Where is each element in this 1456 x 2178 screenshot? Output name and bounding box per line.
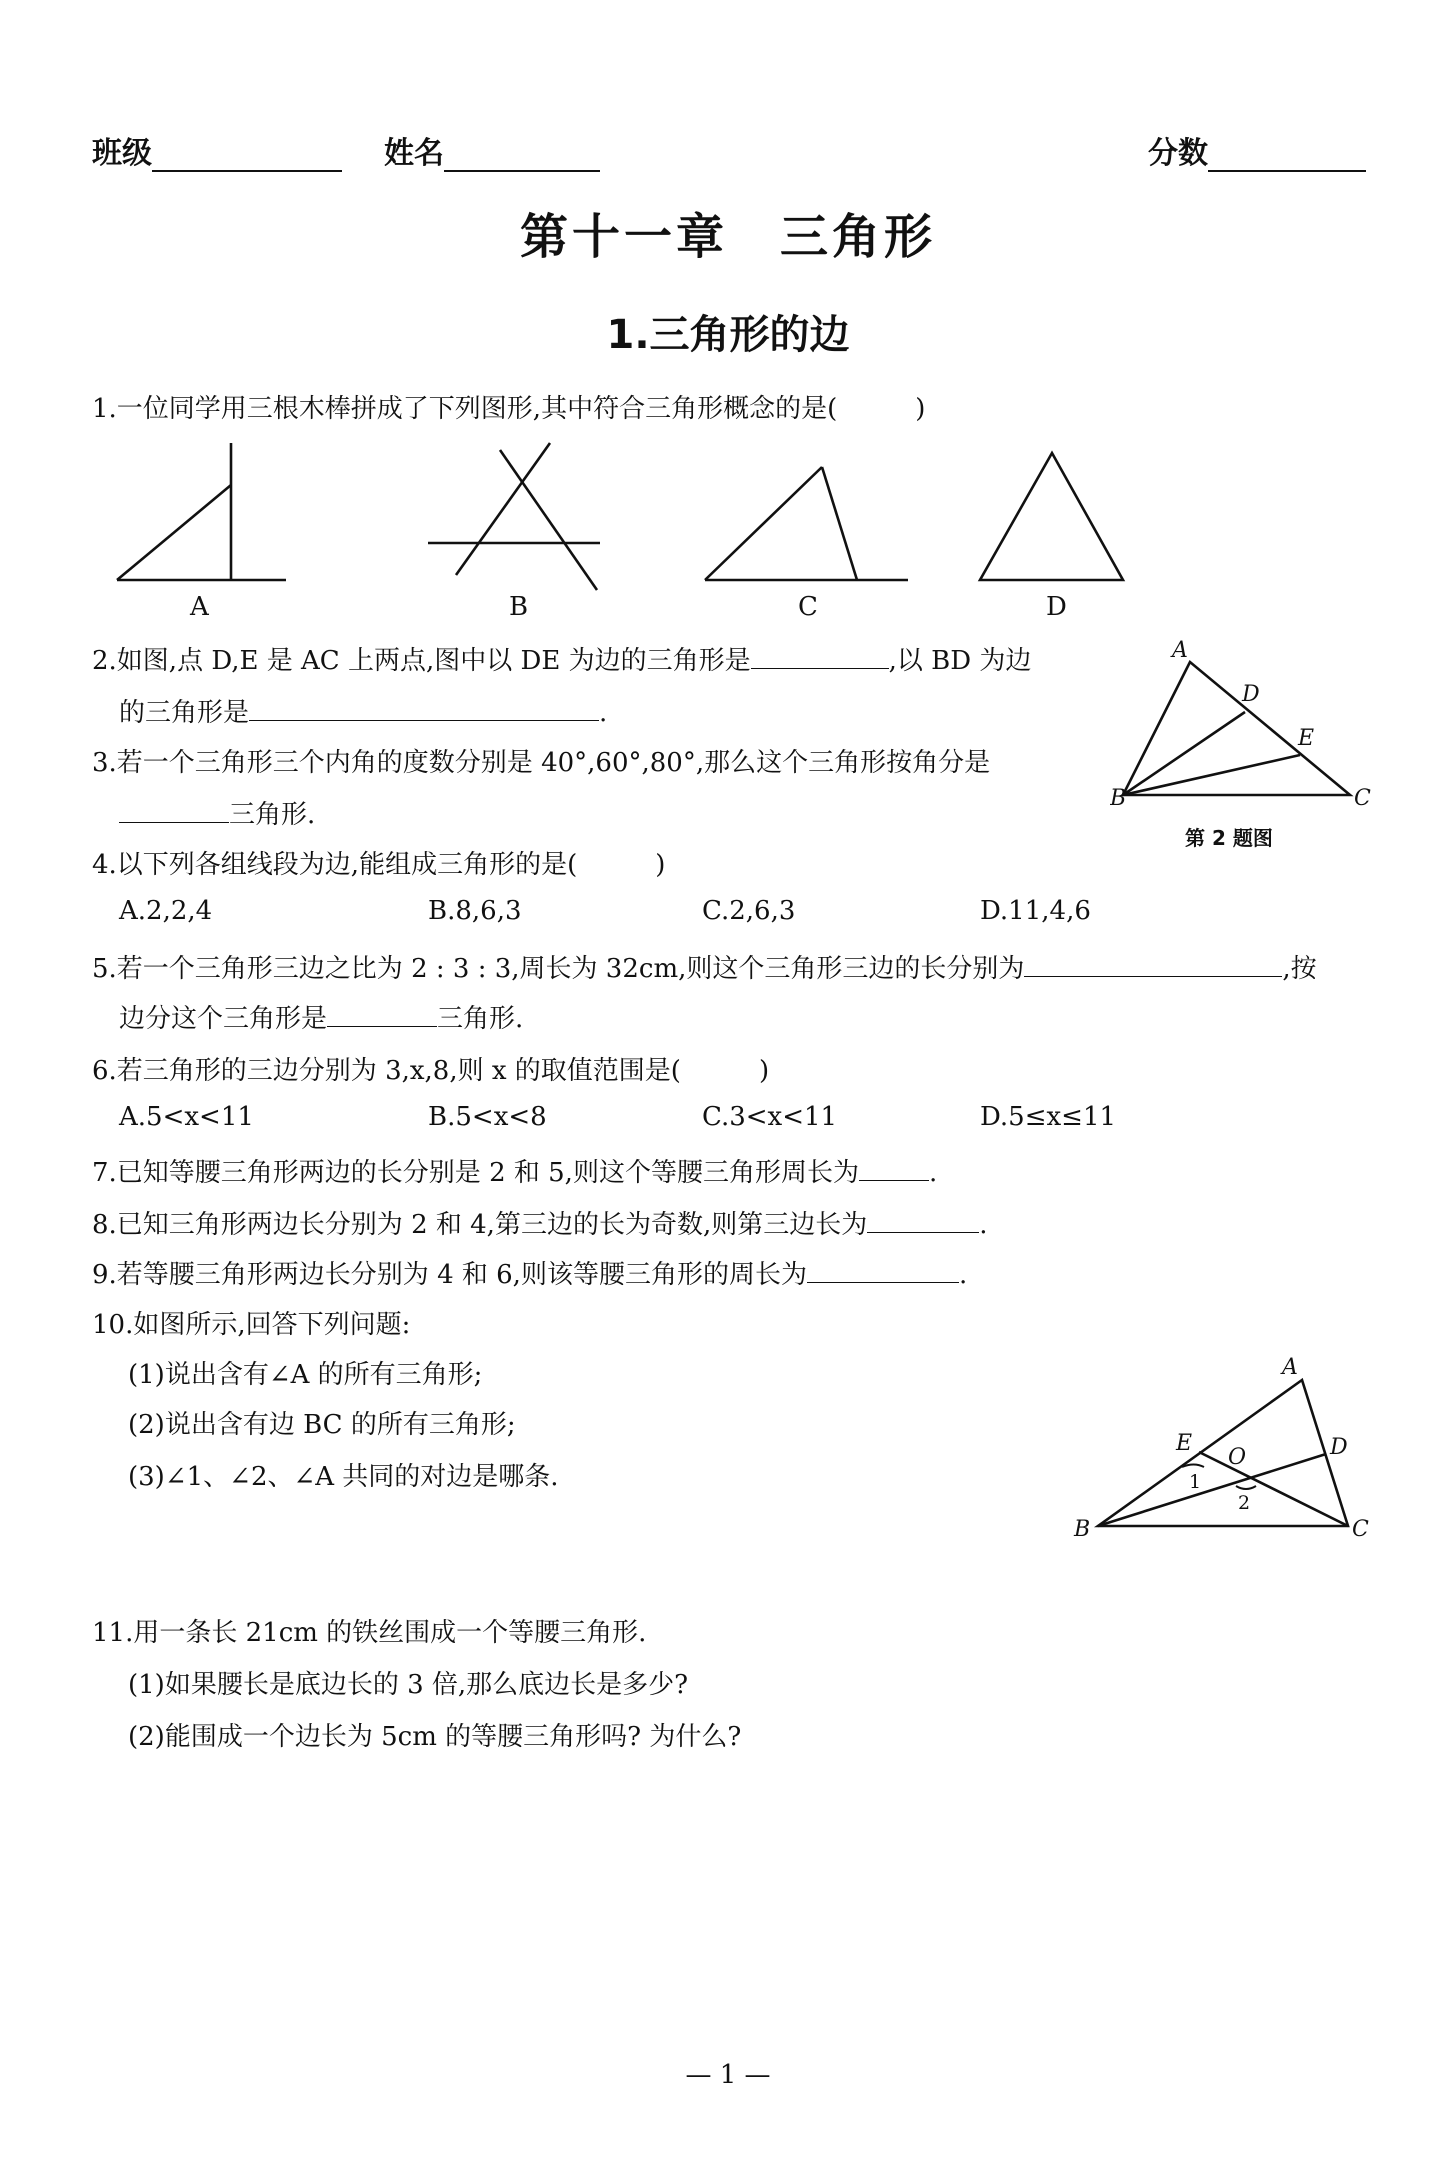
q2-text-d: .	[599, 698, 608, 728]
question-1: 1.一位同学用三根木棒拼成了下列图形,其中符合三角形概念的是( )	[92, 394, 926, 424]
q9-end: .	[958, 1260, 968, 1290]
q5-blank-1	[1024, 950, 1282, 977]
score-blank	[1208, 140, 1366, 172]
q10-label-angle-1: 1	[1189, 1471, 1202, 1493]
q2-label-b: B	[1110, 786, 1127, 811]
q4-option-c: C.2,6,3	[702, 896, 796, 926]
question-5-line-1	[92, 950, 1317, 988]
q2-label-c: C	[1354, 786, 1371, 811]
class-field	[92, 128, 342, 172]
q9-blank	[807, 1256, 959, 1283]
q10-part-2: (2)说出含有边 BC 的所有三角形;	[128, 1410, 516, 1440]
q6-option-d: D.5≤x≤11	[980, 1102, 1117, 1132]
q6-option-b: B.5<x<8	[428, 1102, 547, 1132]
figure-a	[117, 443, 286, 580]
figure-a-label: A	[190, 592, 209, 622]
q10-label-c: C	[1352, 1517, 1369, 1542]
q2-label-e: E	[1298, 726, 1315, 751]
question-10: 10.如图所示,回答下列问题:	[92, 1310, 411, 1340]
q4-option-b: B.8,6,3	[428, 896, 522, 926]
q2-blank-2	[249, 694, 599, 721]
q10-label-o: O	[1228, 1445, 1247, 1470]
q8-text: 8.已知三角形两边长分别为 2 和 4,第三边的长为奇数,则第三边长为	[92, 1210, 868, 1240]
question-2-line-2	[119, 694, 607, 732]
q5-text-b: ,按	[1282, 954, 1317, 984]
q5-blank-2	[327, 1000, 437, 1027]
q5-text-c: 边分这个三角形是	[119, 1004, 328, 1034]
q10-label-e: E	[1176, 1431, 1193, 1456]
question-2-line-1	[92, 642, 1031, 680]
q7-text: 7.已知等腰三角形两边的长分别是 2 和 5,则这个等腰三角形周长为	[92, 1158, 859, 1188]
q8-blank	[867, 1206, 979, 1233]
q5-text-a: 5.若一个三角形三边之比为 2 : 3 : 3,周长为 32cm,则这个三角形三边的长分别为	[92, 954, 1025, 984]
name-blank	[444, 140, 600, 172]
score-field	[1148, 128, 1366, 172]
page-number: — 1 —	[685, 2060, 771, 2090]
q10-label-a: A	[1282, 1355, 1298, 1380]
question-11: 11.用一条长 21cm 的铁丝围成一个等腰三角形.	[92, 1618, 647, 1648]
q10-part-1: (1)说出含有∠A 的所有三角形;	[128, 1360, 483, 1390]
question-4: 4.以下列各组线段为边,能组成三角形的是( )	[92, 850, 666, 880]
q4-option-d: D.11,4,6	[980, 896, 1091, 926]
question-9	[92, 1256, 967, 1294]
question-6: 6.若三角形的三边分别为 3,x,8,则 x 的取值范围是( )	[92, 1056, 770, 1086]
figure-d-label: D	[1046, 592, 1067, 622]
score-label: 分数	[1148, 136, 1208, 171]
q9-text: 9.若等腰三角形两边长分别为 4 和 6,则该等腰三角形的周长为	[92, 1260, 807, 1290]
name-field	[384, 128, 600, 172]
q4-option-a: A.2,2,4	[119, 896, 213, 926]
figure-c-label: C	[798, 592, 818, 622]
q10-label-d: D	[1330, 1435, 1348, 1460]
q2-text-a: 2.如图,点 D,E 是 AC 上两点,图中以 DE 为边的三角形是	[92, 646, 751, 676]
figure-d	[980, 453, 1123, 580]
q3-text-b: 三角形.	[229, 800, 316, 830]
q2-text-c: 的三角形是	[119, 698, 250, 728]
class-blank	[152, 140, 342, 172]
name-label: 姓名	[384, 136, 444, 171]
q8-end: .	[979, 1210, 988, 1240]
q7-blank	[859, 1154, 929, 1181]
figure-c	[705, 467, 908, 580]
figure-b-label: B	[509, 592, 529, 622]
q10-figure	[1070, 1350, 1390, 1545]
class-label: 班级	[92, 136, 152, 171]
q3-blank	[119, 796, 229, 823]
q1-figures	[100, 435, 1150, 635]
q11-part-1: (1)如果腰长是底边长的 3 倍,那么底边长是多少?	[128, 1670, 689, 1700]
question-7	[92, 1154, 937, 1192]
q10-label-b: B	[1074, 1517, 1091, 1542]
chapter-title: 第十一章 三角形	[519, 209, 936, 265]
q2-blank-1	[751, 642, 889, 669]
q5-text-d: 三角形.	[437, 1004, 524, 1034]
question-3-line-2	[119, 796, 315, 834]
question-5-line-2	[119, 1000, 523, 1038]
q10-part-3: (3)∠1、∠2、∠A 共同的对边是哪条.	[128, 1462, 559, 1492]
q11-part-2: (2)能围成一个边长为 5cm 的等腰三角形吗? 为什么?	[128, 1722, 742, 1752]
q2-label-a: A	[1172, 638, 1188, 663]
question-8	[92, 1206, 987, 1244]
q2-label-d: D	[1242, 682, 1260, 707]
question-3-line-1: 3.若一个三角形三个内角的度数分别是 40°,60°,80°,那么这个三角形按角分是	[92, 748, 991, 778]
q6-option-a: A.5<x<11	[119, 1102, 254, 1132]
q7-end: .	[928, 1158, 938, 1188]
section-title: 1.三角形的边	[606, 312, 850, 358]
q2-figure-caption: 第 2 题图	[1185, 826, 1273, 850]
q2-text-b: ,以 BD 为边	[888, 646, 1032, 676]
q2-figure	[1110, 635, 1400, 815]
q6-option-c: C.3<x<11	[702, 1102, 838, 1132]
figure-b	[428, 443, 600, 590]
q10-label-angle-2: 2	[1238, 1492, 1251, 1514]
